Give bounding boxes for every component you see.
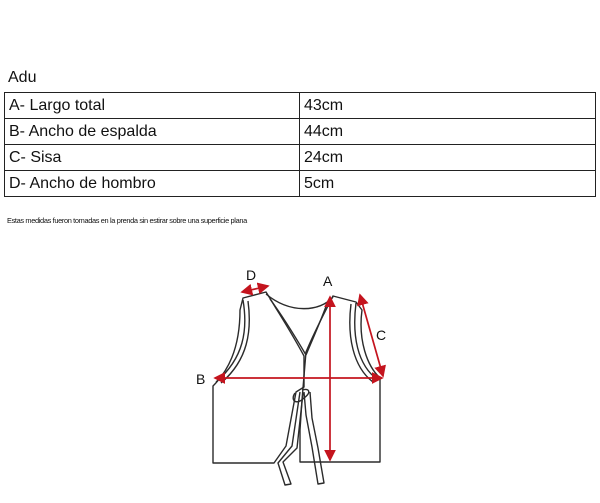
measure-value: 5cm <box>300 171 596 197</box>
table-row <box>5 171 596 197</box>
measure-line-d <box>242 286 268 292</box>
table-row <box>5 93 596 119</box>
size-caption: Adu <box>8 69 37 86</box>
label-d: D <box>246 267 257 283</box>
measure-label: D- Ancho de hombro <box>5 171 300 197</box>
label-b: B <box>196 371 206 387</box>
measure-label: B- Ancho de espalda <box>5 119 300 145</box>
vest-outline <box>213 292 380 485</box>
measure-value: 43cm <box>300 93 596 119</box>
measurement-note: Estas medidas fueron tomadas en la prenda sin estirar sobre una superficie plana <box>7 216 247 225</box>
label-c: C <box>376 327 387 343</box>
vest-tie-left <box>278 392 303 485</box>
measure-label: A- Largo total <box>5 93 300 119</box>
table-row <box>5 119 596 145</box>
measure-value: 44cm <box>300 119 596 145</box>
vest-left-armhole <box>216 300 249 383</box>
vest-tie-right <box>304 392 324 484</box>
table-row <box>5 145 596 171</box>
vest-measurement-diagram <box>0 255 600 503</box>
measurements-table <box>4 92 596 197</box>
label-a: A <box>323 273 333 289</box>
measure-value: 24cm <box>300 145 596 171</box>
measure-label: C- Sisa <box>5 145 300 171</box>
